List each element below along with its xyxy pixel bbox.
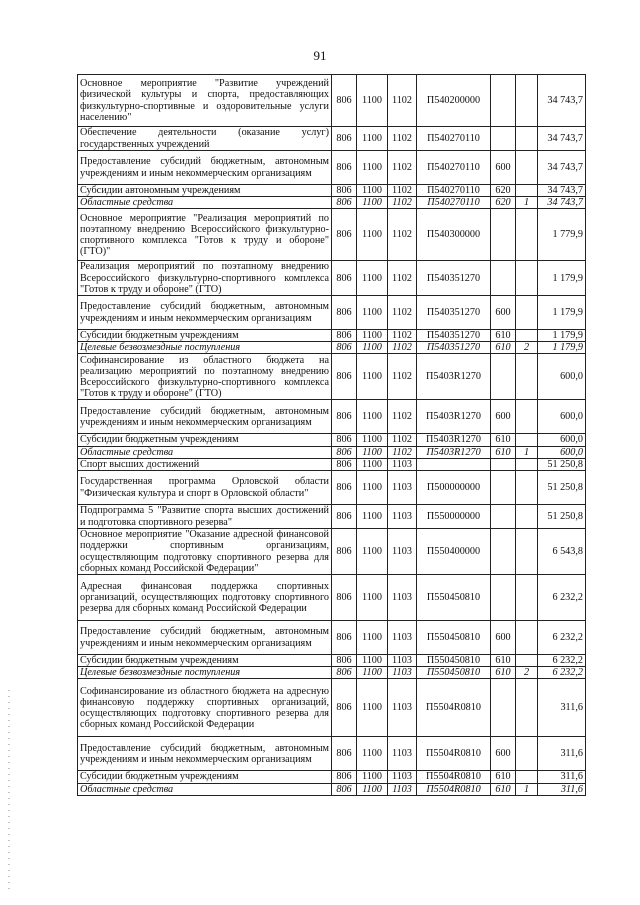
cell-section: 1100: [357, 505, 388, 529]
cell-ved: 806: [332, 783, 357, 795]
cell-source: 1: [516, 197, 538, 209]
row-name: Областные средства: [78, 197, 332, 209]
row-name: Реализация мероприятий по поэтапному внедрению Всероссийского физкультурно-спортивного комплекса "Готов к труду и обороне" (ГТО): [78, 261, 332, 296]
cell-source: 2: [516, 342, 538, 354]
cell-source: [516, 505, 538, 529]
cell-section: 1100: [357, 771, 388, 783]
cell-amount: 51 250,8: [538, 471, 586, 505]
row-name: Предоставление субсидий бюджетным, автономным учреждениям и иным некоммерческим организациям: [78, 151, 332, 185]
cell-section: 1100: [357, 655, 388, 667]
cell-amount: 311,6: [538, 737, 586, 771]
cell-subsection: 1103: [388, 737, 417, 771]
cell-target-article: П540270110: [417, 197, 491, 209]
page-number: 91: [313, 48, 327, 63]
row-name: Государственная программа Орловской области "Физическая культура и спорт в Орловской области": [78, 471, 332, 505]
cell-expense-type: 610: [491, 342, 516, 354]
table-row: [78, 434, 586, 446]
cell-ved: 806: [332, 75, 357, 127]
cell-amount: 6 232,2: [538, 667, 586, 679]
cell-subsection: 1103: [388, 667, 417, 679]
cell-subsection: 1103: [388, 471, 417, 505]
cell-section: 1100: [357, 330, 388, 342]
cell-expense-type: [491, 261, 516, 296]
row-name: Субсидии бюджетным учреждениям: [78, 330, 332, 342]
cell-source: [516, 655, 538, 667]
cell-source: [516, 737, 538, 771]
cell-ved: 806: [332, 679, 357, 737]
table-row: [78, 458, 586, 470]
table-row: [78, 400, 586, 434]
cell-subsection: 1102: [388, 151, 417, 185]
cell-target-article: [417, 458, 491, 470]
cell-amount: 311,6: [538, 679, 586, 737]
cell-target-article: П550400000: [417, 529, 491, 575]
cell-source: [516, 621, 538, 655]
cell-target-article: П540351270: [417, 261, 491, 296]
cell-expense-type: 600: [491, 737, 516, 771]
row-name: Субсидии автономным учреждениям: [78, 185, 332, 197]
cell-source: [516, 400, 538, 434]
cell-subsection: 1103: [388, 621, 417, 655]
cell-expense-type: 600: [491, 621, 516, 655]
cell-ved: 806: [332, 471, 357, 505]
cell-expense-type: 610: [491, 434, 516, 446]
cell-source: 2: [516, 667, 538, 679]
cell-amount: 600,0: [538, 354, 586, 400]
cell-target-article: П550450810: [417, 621, 491, 655]
row-name: Субсидии бюджетным учреждениям: [78, 434, 332, 446]
cell-source: 1: [516, 446, 538, 458]
cell-target-article: П5504R0810: [417, 737, 491, 771]
cell-ved: 806: [332, 330, 357, 342]
cell-subsection: 1103: [388, 575, 417, 621]
cell-section: 1100: [357, 197, 388, 209]
table-row: [78, 679, 586, 737]
cell-amount: 6 232,2: [538, 655, 586, 667]
cell-source: [516, 434, 538, 446]
cell-section: 1100: [357, 458, 388, 470]
table-row: [78, 354, 586, 400]
cell-subsection: 1102: [388, 434, 417, 446]
cell-target-article: П5403R1270: [417, 446, 491, 458]
cell-subsection: 1103: [388, 655, 417, 667]
cell-expense-type: 610: [491, 655, 516, 667]
table-row: [78, 330, 586, 342]
row-name: Основное мероприятие "Развитие учреждений физической культуры и спорта, предоставляющих физкультурно-спортивные и оздоровительные услуги населению": [78, 75, 332, 127]
cell-amount: 34 743,7: [538, 127, 586, 151]
cell-target-article: П540351270: [417, 330, 491, 342]
cell-ved: 806: [332, 127, 357, 151]
cell-source: [516, 75, 538, 127]
cell-target-article: П5504R0810: [417, 783, 491, 795]
cell-source: [516, 575, 538, 621]
row-name: Предоставление субсидий бюджетным, автономным учреждениям и иным некоммерческим организациям: [78, 737, 332, 771]
cell-target-article: П550450810: [417, 655, 491, 667]
cell-subsection: 1102: [388, 127, 417, 151]
cell-subsection: 1103: [388, 458, 417, 470]
table-row: [78, 621, 586, 655]
cell-target-article: П540270110: [417, 151, 491, 185]
cell-section: 1100: [357, 679, 388, 737]
cell-ved: 806: [332, 185, 357, 197]
cell-amount: 1 179,9: [538, 261, 586, 296]
cell-section: 1100: [357, 446, 388, 458]
cell-amount: 51 250,8: [538, 505, 586, 529]
cell-ved: 806: [332, 446, 357, 458]
row-name: Подпрограмма 5 "Развитие спорта высших достижений и подготовка спортивного резерва": [78, 505, 332, 529]
table-row: [78, 471, 586, 505]
cell-amount: 311,6: [538, 783, 586, 795]
cell-ved: 806: [332, 400, 357, 434]
table-row: [78, 505, 586, 529]
cell-source: [516, 296, 538, 330]
row-name: Обеспечение деятельности (оказание услуг) государственных учреждений: [78, 127, 332, 151]
table-row: [78, 209, 586, 261]
cell-expense-type: 600: [491, 296, 516, 330]
cell-source: [516, 471, 538, 505]
cell-ved: 806: [332, 151, 357, 185]
cell-expense-type: 600: [491, 151, 516, 185]
cell-expense-type: 610: [491, 783, 516, 795]
row-name: Софинансирование из областного бюджета на адресную финансовую поддержку спортивных организаций, осуществляющих подготовку спортивного резерва для сборных команд Российской Федерации: [78, 679, 332, 737]
table-row: [78, 151, 586, 185]
cell-expense-type: 610: [491, 330, 516, 342]
table-row: [78, 185, 586, 197]
cell-expense-type: [491, 529, 516, 575]
cell-source: 1: [516, 783, 538, 795]
table-body: [78, 75, 586, 796]
table-row: [78, 446, 586, 458]
cell-section: 1100: [357, 471, 388, 505]
cell-amount: 1 179,9: [538, 330, 586, 342]
cell-expense-type: 620: [491, 197, 516, 209]
table-row: [78, 296, 586, 330]
scan-margin-marks: [8, 690, 10, 890]
cell-amount: 600,0: [538, 446, 586, 458]
cell-source: [516, 261, 538, 296]
cell-section: 1100: [357, 783, 388, 795]
cell-ved: 806: [332, 209, 357, 261]
cell-target-article: П540200000: [417, 75, 491, 127]
cell-target-article: П500000000: [417, 471, 491, 505]
table-row: [78, 771, 586, 783]
cell-source: [516, 209, 538, 261]
table-row: [78, 342, 586, 354]
cell-subsection: 1102: [388, 185, 417, 197]
table-row: [78, 575, 586, 621]
cell-source: [516, 354, 538, 400]
cell-ved: 806: [332, 621, 357, 655]
cell-target-article: П540351270: [417, 342, 491, 354]
cell-ved: 806: [332, 771, 357, 783]
cell-source: [516, 529, 538, 575]
cell-amount: 1 779,9: [538, 209, 586, 261]
cell-expense-type: [491, 575, 516, 621]
cell-amount: 311,6: [538, 771, 586, 783]
row-name: Целевые безвозмездные поступления: [78, 342, 332, 354]
cell-subsection: 1102: [388, 330, 417, 342]
cell-target-article: П540351270: [417, 296, 491, 330]
row-name: Субсидии бюджетным учреждениям: [78, 655, 332, 667]
row-name: Областные средства: [78, 783, 332, 795]
cell-target-article: П5504R0810: [417, 679, 491, 737]
cell-subsection: 1102: [388, 400, 417, 434]
cell-ved: 806: [332, 458, 357, 470]
cell-subsection: 1102: [388, 354, 417, 400]
table-row: [78, 127, 586, 151]
table-row: [78, 737, 586, 771]
cell-amount: 1 179,9: [538, 342, 586, 354]
cell-ved: 806: [332, 505, 357, 529]
cell-section: 1100: [357, 296, 388, 330]
cell-section: 1100: [357, 434, 388, 446]
cell-target-article: П5403R1270: [417, 400, 491, 434]
cell-expense-type: [491, 354, 516, 400]
cell-ved: 806: [332, 667, 357, 679]
row-name: Областные средства: [78, 446, 332, 458]
cell-expense-type: [491, 679, 516, 737]
cell-target-article: П540270110: [417, 127, 491, 151]
cell-target-article: П540300000: [417, 209, 491, 261]
cell-section: 1100: [357, 342, 388, 354]
cell-ved: 806: [332, 529, 357, 575]
cell-target-article: П540270110: [417, 185, 491, 197]
cell-ved: 806: [332, 197, 357, 209]
cell-subsection: 1102: [388, 342, 417, 354]
table-row: [78, 529, 586, 575]
cell-expense-type: 620: [491, 185, 516, 197]
row-name: Основное мероприятие "Реализация мероприятий по поэтапному внедрению Всероссийского физкультурно-спортивного комплекса "Готов к труду и обороне" (ГТО)": [78, 209, 332, 261]
cell-ved: 806: [332, 737, 357, 771]
cell-subsection: 1103: [388, 679, 417, 737]
cell-section: 1100: [357, 667, 388, 679]
table-row: [78, 667, 586, 679]
cell-section: 1100: [357, 127, 388, 151]
row-name: Предоставление субсидий бюджетным, автономным учреждениям и иным некоммерческим организациям: [78, 621, 332, 655]
row-name: Основное мероприятие "Оказание адресной финансовой поддержки спортивным организациям, осуществляющим подготовку спортивного резерва для сборных команд Российской Федерации": [78, 529, 332, 575]
cell-subsection: 1102: [388, 209, 417, 261]
cell-expense-type: [491, 458, 516, 470]
cell-ved: 806: [332, 354, 357, 400]
cell-amount: 600,0: [538, 434, 586, 446]
cell-section: 1100: [357, 400, 388, 434]
cell-amount: 6 232,2: [538, 575, 586, 621]
cell-target-article: П5403R1270: [417, 354, 491, 400]
cell-amount: 51 250,8: [538, 458, 586, 470]
table-row: [78, 261, 586, 296]
cell-target-article: П550450810: [417, 575, 491, 621]
cell-section: 1100: [357, 529, 388, 575]
cell-subsection: 1103: [388, 529, 417, 575]
cell-section: 1100: [357, 621, 388, 655]
cell-expense-type: [491, 471, 516, 505]
cell-subsection: 1103: [388, 505, 417, 529]
cell-amount: 34 743,7: [538, 75, 586, 127]
cell-expense-type: [491, 127, 516, 151]
cell-amount: 600,0: [538, 400, 586, 434]
budget-table: [77, 74, 586, 796]
cell-target-article: П550450810: [417, 667, 491, 679]
row-name: Адресная финансовая поддержка спортивных организаций, осуществляющих подготовку спортивного резерва для сборных команд Российской Федерации: [78, 575, 332, 621]
cell-ved: 806: [332, 342, 357, 354]
cell-amount: 6 232,2: [538, 621, 586, 655]
row-name: Предоставление субсидий бюджетным, автономным учреждениям и иным некоммерческим организациям: [78, 296, 332, 330]
row-name: Целевые безвозмездные поступления: [78, 667, 332, 679]
cell-ved: 806: [332, 575, 357, 621]
table-row: [78, 655, 586, 667]
cell-subsection: 1103: [388, 771, 417, 783]
cell-section: 1100: [357, 261, 388, 296]
cell-expense-type: [491, 209, 516, 261]
cell-section: 1100: [357, 575, 388, 621]
cell-subsection: 1103: [388, 783, 417, 795]
cell-expense-type: 600: [491, 400, 516, 434]
table-row: [78, 783, 586, 795]
cell-subsection: 1102: [388, 446, 417, 458]
cell-amount: 6 543,8: [538, 529, 586, 575]
cell-section: 1100: [357, 185, 388, 197]
cell-expense-type: [491, 505, 516, 529]
cell-target-article: П550000000: [417, 505, 491, 529]
cell-section: 1100: [357, 209, 388, 261]
cell-source: [516, 185, 538, 197]
cell-source: [516, 771, 538, 783]
cell-section: 1100: [357, 354, 388, 400]
cell-source: [516, 330, 538, 342]
cell-amount: 34 743,7: [538, 151, 586, 185]
cell-ved: 806: [332, 296, 357, 330]
cell-section: 1100: [357, 151, 388, 185]
cell-source: [516, 679, 538, 737]
cell-expense-type: 610: [491, 667, 516, 679]
cell-source: [516, 151, 538, 185]
cell-source: [516, 127, 538, 151]
cell-ved: 806: [332, 655, 357, 667]
cell-subsection: 1102: [388, 197, 417, 209]
cell-amount: 1 179,9: [538, 296, 586, 330]
cell-section: 1100: [357, 75, 388, 127]
cell-target-article: П5504R0810: [417, 771, 491, 783]
cell-subsection: 1102: [388, 261, 417, 296]
cell-amount: 34 743,7: [538, 185, 586, 197]
cell-section: 1100: [357, 737, 388, 771]
cell-expense-type: 610: [491, 771, 516, 783]
row-name: Предоставление субсидий бюджетным, автономным учреждениям и иным некоммерческим организациям: [78, 400, 332, 434]
cell-ved: 806: [332, 434, 357, 446]
row-name: Софинансирование из областного бюджета на реализацию мероприятий по поэтапному внедрению Всероссийского физкультурно-спортивного комплекса "Готов к труду и обороне" (ГТО): [78, 354, 332, 400]
cell-subsection: 1102: [388, 296, 417, 330]
cell-source: [516, 458, 538, 470]
row-name: Субсидии бюджетным учреждениям: [78, 771, 332, 783]
table-row: [78, 75, 586, 127]
table-row: [78, 197, 586, 209]
cell-ved: 806: [332, 261, 357, 296]
row-name: Спорт высших достижений: [78, 458, 332, 470]
cell-target-article: П5403R1270: [417, 434, 491, 446]
cell-amount: 34 743,7: [538, 197, 586, 209]
cell-subsection: 1102: [388, 75, 417, 127]
cell-expense-type: [491, 75, 516, 127]
cell-expense-type: 610: [491, 446, 516, 458]
